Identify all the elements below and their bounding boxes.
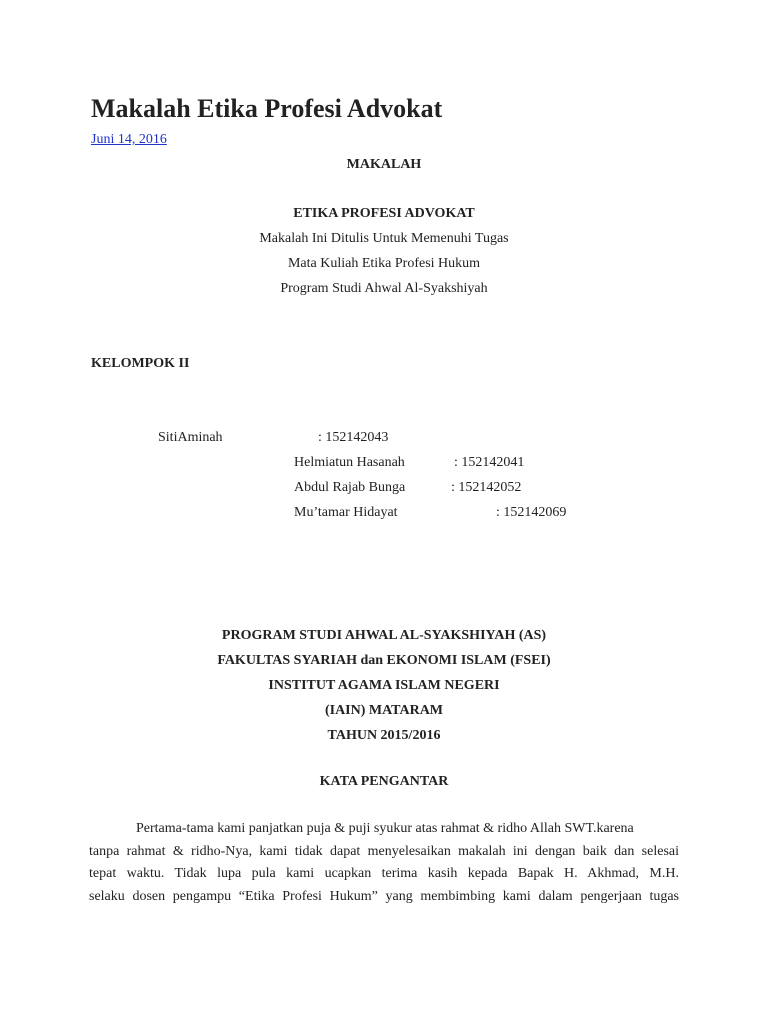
member-nim: : 152142043 bbox=[318, 430, 389, 445]
institution-line: INSTITUT AGAMA ISLAM NEGERI bbox=[268, 678, 500, 693]
post-date-link[interactable]: Juni 14, 2016 bbox=[91, 132, 167, 147]
institution-line: PROGRAM STUDI AHWAL AL-SYAKSHIYAH (AS) bbox=[221, 628, 547, 643]
preface-line: tepat waktu. Tidak lupa pula kami ucapkan terima kasih kepada Bapak H. Akhmad, M.H. bbox=[89, 866, 679, 881]
post-title: Makalah Etika Profesi Advokat bbox=[91, 94, 443, 123]
member-name: Helmiatun Hasanah bbox=[294, 455, 405, 470]
member-name: Abdul Rajab Bunga bbox=[294, 480, 406, 495]
preface-line: Pertama-tama kami panjatkan puja & puji syukur atas rahmat & ridho Allah SWT.karena bbox=[136, 821, 634, 836]
preface-line: tanpa rahmat & ridho-Nya, kami tidak dapat menyelesaikan makalah ini dengan baik dan selesai bbox=[89, 843, 679, 859]
preface-line: selaku dosen pengampu “Etika Profesi Hukum” yang membimbing kami dalam pengerjaan tugas bbox=[89, 888, 679, 904]
member-name: SitiAminah bbox=[158, 430, 223, 445]
institution-line: FAKULTAS SYARIAH dan EKONOMI ISLAM (FSEI) bbox=[217, 653, 551, 668]
cover-purpose-line: Mata Kuliah Etika Profesi Hukum bbox=[287, 256, 481, 271]
member-nim: : 152142069 bbox=[496, 505, 567, 520]
cover-subject: ETIKA PROFESI ADVOKAT bbox=[293, 206, 475, 221]
institution-line: TAHUN 2015/2016 bbox=[327, 728, 441, 743]
preface-heading: KATA PENGANTAR bbox=[319, 774, 449, 789]
cover-heading: MAKALAH bbox=[346, 157, 422, 172]
institution-line: (IAIN) MATARAM bbox=[324, 703, 444, 718]
preface-paragraph bbox=[89, 818, 679, 908]
cover-purpose-line: Program Studi Ahwal Al-Syakshiyah bbox=[280, 281, 488, 296]
member-name: Mu’tamar Hidayat bbox=[294, 505, 398, 520]
group-label: KELOMPOK II bbox=[91, 356, 190, 371]
member-nim: : 152142052 bbox=[451, 480, 522, 495]
member-nim: : 152142041 bbox=[454, 455, 525, 470]
cover-purpose-line: Makalah Ini Ditulis Untuk Memenuhi Tugas bbox=[259, 231, 509, 246]
